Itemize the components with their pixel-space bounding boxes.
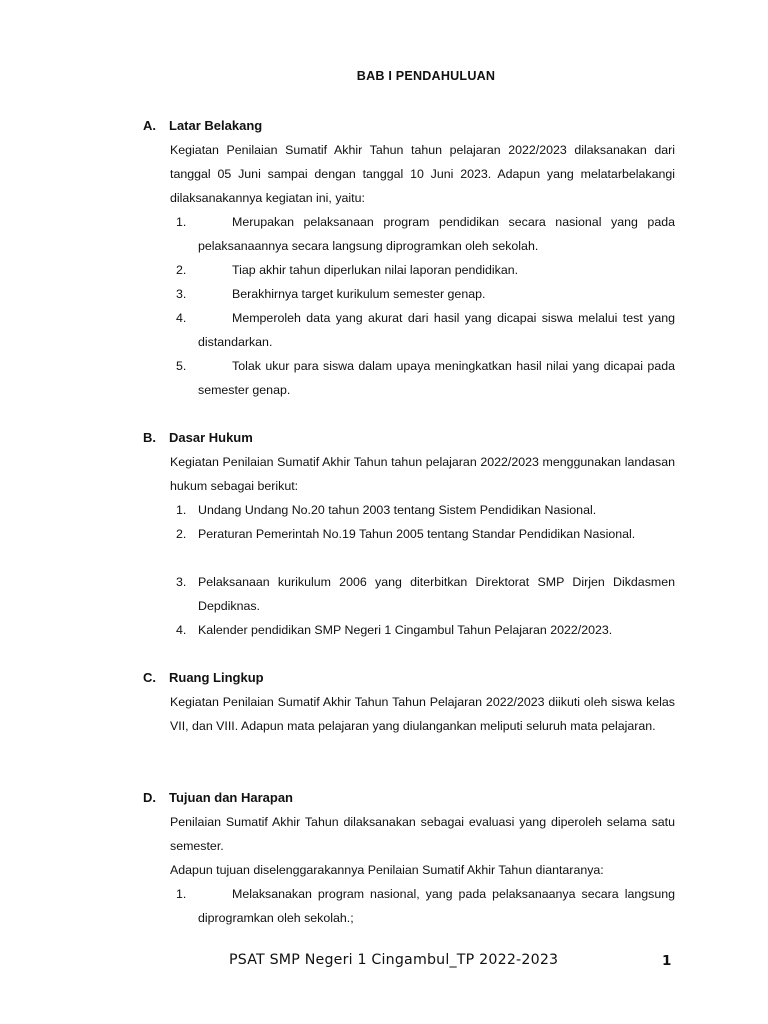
section-d-paragraph: Adapun tujuan diselenggarakannya Penilaian Sumatif Akhir Tahun diantaranya:	[170, 863, 604, 877]
list-item	[176, 522, 675, 546]
list-text: Tolak ukur para siswa dalam upaya meningkatkan hasil nilai yang dicapai pada semester genap.	[198, 359, 675, 398]
list-text: Undang Undang No.20 tahun 2003 tentang Sistem Pendidikan Nasional.	[198, 503, 597, 517]
section-b-paragraph: Kegiatan Penilaian Sumatif Akhir Tahun tahun pelajaran 2022/2023 menggunakan landasan hukum sebagai berikut:	[170, 455, 675, 494]
page-footer: PSAT SMP Negeri 1 Cingambul_TP 2022-2023	[229, 952, 559, 968]
list-number: 1.	[176, 503, 187, 517]
list-text: Kalender pendidikan SMP Negeri 1 Cingambul Tahun Pelajaran 2022/2023.	[198, 623, 613, 637]
section-letter: A.	[143, 118, 156, 133]
list-number: 1.	[176, 887, 187, 901]
list-text: Pelaksanaan kurikulum 2006 yang diterbitkan Direktorat SMP Dirjen Dikdasmen Depdiknas.	[198, 575, 675, 614]
section-d-paragraph: Penilaian Sumatif Akhir Tahun dilaksanakan sebagai evaluasi yang diperoleh selama satu semester.	[170, 815, 675, 854]
section-letter: B.	[143, 430, 156, 445]
list-text: Tiap akhir tahun diperlukan nilai laporan pendidikan.	[232, 263, 519, 277]
section-b-heading	[143, 430, 253, 445]
list-item	[176, 282, 675, 306]
section-a-paragraph: Kegiatan Penilaian Sumatif Akhir Tahun tahun pelajaran 2022/2023 dilaksanakan dari tanggal 05 Juni sampai dengan tanggal 10 Juni 2023. Adapun yang melatarbelakangi dilaksanakannya kegiatan ini, yaitu:	[170, 143, 675, 206]
list-text: Merupakan pelaksanaan program pendidikan secara nasional yang pada pelaksanaannya secara langsung diprogramkan oleh sekolah.	[198, 215, 675, 254]
list-item	[176, 258, 675, 282]
page-number: 1	[662, 953, 672, 969]
section-letter: D.	[143, 790, 156, 805]
list-text: Berakhirnya target kurikulum semester genap.	[232, 287, 486, 301]
list-number: 3.	[176, 575, 187, 589]
section-a-heading	[143, 118, 262, 133]
section-letter: C.	[143, 670, 156, 685]
list-item	[176, 498, 675, 522]
section-d-heading	[143, 790, 293, 805]
section-title: Latar Belakang	[169, 118, 263, 133]
list-number: 4.	[176, 623, 187, 637]
list-item	[176, 210, 675, 258]
list-number: 5.	[176, 359, 187, 373]
list-number: 2.	[176, 263, 187, 277]
section-title: Ruang Lingkup	[169, 670, 264, 685]
list-item	[176, 354, 675, 402]
section-c-heading	[143, 670, 264, 685]
list-item	[176, 306, 675, 354]
section-title: Tujuan dan Harapan	[169, 790, 293, 805]
section-title: Dasar Hukum	[169, 430, 253, 445]
list-number: 1.	[176, 215, 187, 229]
list-item	[176, 618, 675, 642]
list-number: 3.	[176, 287, 187, 301]
list-item	[176, 882, 675, 930]
list-number: 4.	[176, 311, 187, 325]
list-text: Melaksanakan program nasional, yang pada pelaksanaanya secara langsung diprogramkan oleh sekolah.;	[198, 887, 675, 926]
section-c-paragraph: Kegiatan Penilaian Sumatif Akhir Tahun Tahun Pelajaran 2022/2023 diikuti oleh siswa kelas VII, dan VIII. Adapun mata pelajaran yang diulangankan meliputi seluruh mata pelajaran.	[170, 695, 675, 734]
list-number: 2.	[176, 527, 187, 541]
page-title: BAB I PENDAHULUAN	[356, 69, 496, 83]
list-item	[176, 570, 675, 618]
list-text: Memperoleh data yang akurat dari hasil yang dicapai siswa melalui test yang distandarkan.	[198, 311, 675, 350]
list-text: Peraturan Pemerintah No.19 Tahun 2005 tentang Standar Pendidikan Nasional.	[198, 527, 636, 541]
